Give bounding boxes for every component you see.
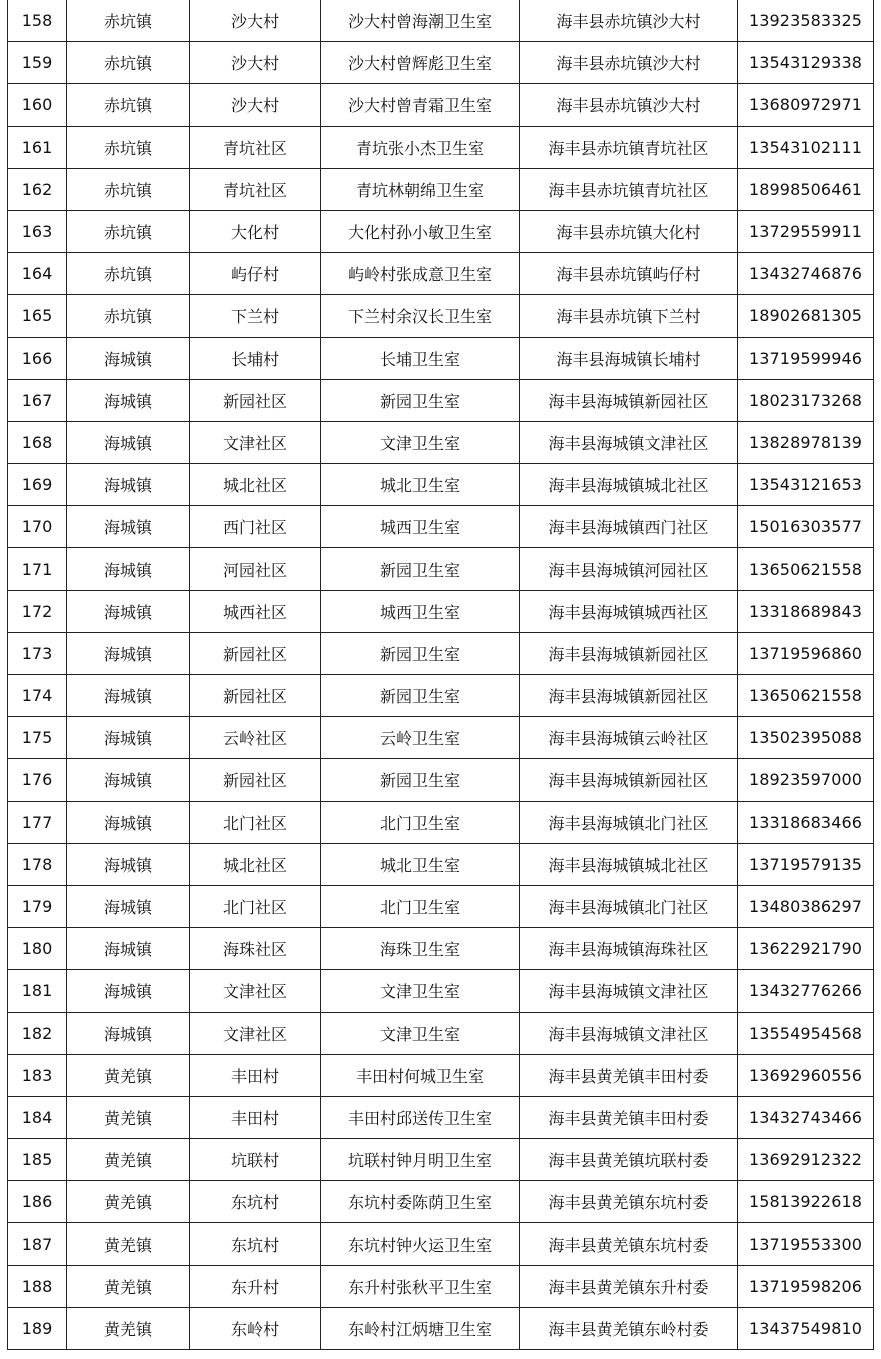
address-cell: 海丰县海城镇河园社区: [520, 548, 738, 590]
table-row: [8, 843, 874, 885]
village-cell: 西门社区: [190, 506, 321, 548]
table-row: [8, 210, 874, 252]
town-cell: 海城镇: [67, 548, 190, 590]
clinic-name-cell: 东岭村江炳塘卫生室: [321, 1307, 520, 1349]
phone-cell: 13318683466: [738, 801, 874, 843]
address-cell: 海丰县海城镇文津社区: [520, 1012, 738, 1054]
village-cell: 坑联村: [190, 1139, 321, 1181]
address-cell: 海丰县赤坑镇沙大村: [520, 0, 738, 42]
phone-cell: 18023173268: [738, 379, 874, 421]
row-number-cell: 175: [8, 717, 67, 759]
address-cell: 海丰县赤坑镇青坑社区: [520, 168, 738, 210]
phone-cell: 13650621558: [738, 675, 874, 717]
phone-cell: 13719596860: [738, 632, 874, 674]
row-number-cell: 162: [8, 168, 67, 210]
row-number-cell: 178: [8, 843, 67, 885]
village-cell: 海珠社区: [190, 928, 321, 970]
address-cell: 海丰县海城镇云岭社区: [520, 717, 738, 759]
address-cell: 海丰县海城镇文津社区: [520, 421, 738, 463]
row-number-cell: 158: [8, 0, 67, 42]
clinic-name-cell: 屿岭村张成意卫生室: [321, 253, 520, 295]
table-row: [8, 464, 874, 506]
table-row: [8, 1265, 874, 1307]
clinic-name-cell: 坑联村钟月明卫生室: [321, 1139, 520, 1181]
village-cell: 文津社区: [190, 970, 321, 1012]
phone-cell: 13828978139: [738, 421, 874, 463]
address-cell: 海丰县黄羌镇丰田村委: [520, 1054, 738, 1096]
village-cell: 丰田村: [190, 1054, 321, 1096]
village-cell: 东坑村: [190, 1223, 321, 1265]
clinic-name-cell: 丰田村何城卫生室: [321, 1054, 520, 1096]
phone-cell: 13432776266: [738, 970, 874, 1012]
address-cell: 海丰县赤坑镇沙大村: [520, 84, 738, 126]
phone-cell: 13318689843: [738, 590, 874, 632]
clinic-name-cell: 沙大村曾辉彪卫生室: [321, 42, 520, 84]
table-row: [8, 1096, 874, 1138]
clinic-name-cell: 新园卫生室: [321, 379, 520, 421]
village-cell: 东升村: [190, 1265, 321, 1307]
address-cell: 海丰县海城镇海珠社区: [520, 928, 738, 970]
clinic-name-cell: 长埔卫生室: [321, 337, 520, 379]
town-cell: 海城镇: [67, 801, 190, 843]
clinic-name-cell: 沙大村曾海潮卫生室: [321, 0, 520, 42]
table-row: [8, 1307, 874, 1349]
phone-cell: 13692912322: [738, 1139, 874, 1181]
clinic-name-cell: 云岭卫生室: [321, 717, 520, 759]
town-cell: 海城镇: [67, 379, 190, 421]
phone-cell: 13719598206: [738, 1265, 874, 1307]
village-cell: 青坑社区: [190, 126, 321, 168]
row-number-cell: 179: [8, 885, 67, 927]
town-cell: 海城镇: [67, 590, 190, 632]
table-row: [8, 717, 874, 759]
phone-cell: 13692960556: [738, 1054, 874, 1096]
table-row: [8, 1223, 874, 1265]
table-row: [8, 928, 874, 970]
town-cell: 海城镇: [67, 337, 190, 379]
address-cell: 海丰县赤坑镇大化村: [520, 210, 738, 252]
town-cell: 赤坑镇: [67, 42, 190, 84]
village-cell: 云岭社区: [190, 717, 321, 759]
row-number-cell: 187: [8, 1223, 67, 1265]
table-row: [8, 0, 874, 42]
clinic-name-cell: 青坑张小杰卫生室: [321, 126, 520, 168]
phone-cell: 13554954568: [738, 1012, 874, 1054]
clinic-table-body: [8, 0, 874, 1350]
row-number-cell: 166: [8, 337, 67, 379]
town-cell: 黄羌镇: [67, 1096, 190, 1138]
phone-cell: 18998506461: [738, 168, 874, 210]
clinic-name-cell: 新园卫生室: [321, 632, 520, 674]
village-cell: 河园社区: [190, 548, 321, 590]
clinic-name-cell: 城西卫生室: [321, 590, 520, 632]
phone-cell: 15016303577: [738, 506, 874, 548]
address-cell: 海丰县海城镇北门社区: [520, 885, 738, 927]
town-cell: 海城镇: [67, 843, 190, 885]
phone-cell: 13729559911: [738, 210, 874, 252]
town-cell: 海城镇: [67, 464, 190, 506]
row-number-cell: 169: [8, 464, 67, 506]
phone-cell: 13719553300: [738, 1223, 874, 1265]
table-row: [8, 970, 874, 1012]
clinic-table: [7, 0, 874, 1350]
clinic-name-cell: 北门卫生室: [321, 885, 520, 927]
town-cell: 海城镇: [67, 928, 190, 970]
table-row: [8, 632, 874, 674]
address-cell: 海丰县海城镇新园社区: [520, 759, 738, 801]
table-row: [8, 885, 874, 927]
town-cell: 赤坑镇: [67, 253, 190, 295]
town-cell: 赤坑镇: [67, 295, 190, 337]
table-row: [8, 168, 874, 210]
town-cell: 黄羌镇: [67, 1307, 190, 1349]
phone-cell: 13543102111: [738, 126, 874, 168]
village-cell: 北门社区: [190, 801, 321, 843]
town-cell: 赤坑镇: [67, 126, 190, 168]
village-cell: 城西社区: [190, 590, 321, 632]
row-number-cell: 177: [8, 801, 67, 843]
phone-cell: 13680972971: [738, 84, 874, 126]
village-cell: 大化村: [190, 210, 321, 252]
address-cell: 海丰县海城镇长埔村: [520, 337, 738, 379]
clinic-name-cell: 新园卫生室: [321, 548, 520, 590]
town-cell: 海城镇: [67, 885, 190, 927]
phone-cell: 13543121653: [738, 464, 874, 506]
clinic-name-cell: 下兰村余汉长卫生室: [321, 295, 520, 337]
table-row: [8, 801, 874, 843]
clinic-name-cell: 新园卫生室: [321, 759, 520, 801]
row-number-cell: 170: [8, 506, 67, 548]
row-number-cell: 184: [8, 1096, 67, 1138]
address-cell: 海丰县海城镇新园社区: [520, 379, 738, 421]
row-number-cell: 171: [8, 548, 67, 590]
phone-cell: 13480386297: [738, 885, 874, 927]
row-number-cell: 180: [8, 928, 67, 970]
address-cell: 海丰县海城镇城西社区: [520, 590, 738, 632]
phone-cell: 13543129338: [738, 42, 874, 84]
address-cell: 海丰县海城镇西门社区: [520, 506, 738, 548]
village-cell: 青坑社区: [190, 168, 321, 210]
village-cell: 东坑村: [190, 1181, 321, 1223]
clinic-name-cell: 东坑村钟火运卫生室: [321, 1223, 520, 1265]
row-number-cell: 164: [8, 253, 67, 295]
phone-cell: 13432743466: [738, 1096, 874, 1138]
clinic-name-cell: 沙大村曾青霜卫生室: [321, 84, 520, 126]
phone-cell: 13719579135: [738, 843, 874, 885]
row-number-cell: 181: [8, 970, 67, 1012]
table-row: [8, 253, 874, 295]
village-cell: 城北社区: [190, 464, 321, 506]
table-row: [8, 590, 874, 632]
row-number-cell: 167: [8, 379, 67, 421]
clinic-name-cell: 大化村孙小敏卫生室: [321, 210, 520, 252]
town-cell: 黄羌镇: [67, 1223, 190, 1265]
table-row: [8, 1181, 874, 1223]
phone-cell: 18902681305: [738, 295, 874, 337]
town-cell: 海城镇: [67, 970, 190, 1012]
town-cell: 海城镇: [67, 717, 190, 759]
address-cell: 海丰县黄羌镇东岭村委: [520, 1307, 738, 1349]
row-number-cell: 188: [8, 1265, 67, 1307]
row-number-cell: 173: [8, 632, 67, 674]
phone-cell: 15813922618: [738, 1181, 874, 1223]
address-cell: 海丰县赤坑镇青坑社区: [520, 126, 738, 168]
village-cell: 东岭村: [190, 1307, 321, 1349]
address-cell: 海丰县赤坑镇沙大村: [520, 42, 738, 84]
clinic-name-cell: 海珠卫生室: [321, 928, 520, 970]
phone-cell: 13437549810: [738, 1307, 874, 1349]
address-cell: 海丰县赤坑镇屿仔村: [520, 253, 738, 295]
clinic-name-cell: 城西卫生室: [321, 506, 520, 548]
village-cell: 文津社区: [190, 421, 321, 463]
village-cell: 沙大村: [190, 84, 321, 126]
town-cell: 海城镇: [67, 632, 190, 674]
phone-cell: 18923597000: [738, 759, 874, 801]
table-row: [8, 759, 874, 801]
table-row: [8, 675, 874, 717]
table-row: [8, 1012, 874, 1054]
address-cell: 海丰县海城镇城北社区: [520, 843, 738, 885]
table-row: [8, 337, 874, 379]
town-cell: 海城镇: [67, 759, 190, 801]
phone-cell: 13923583325: [738, 0, 874, 42]
town-cell: 黄羌镇: [67, 1265, 190, 1307]
table-row: [8, 126, 874, 168]
town-cell: 黄羌镇: [67, 1139, 190, 1181]
village-cell: 下兰村: [190, 295, 321, 337]
village-cell: 新园社区: [190, 675, 321, 717]
town-cell: 海城镇: [67, 421, 190, 463]
village-cell: 新园社区: [190, 379, 321, 421]
address-cell: 海丰县黄羌镇东坑村委: [520, 1223, 738, 1265]
phone-cell: 13432746876: [738, 253, 874, 295]
clinic-name-cell: 北门卫生室: [321, 801, 520, 843]
town-cell: 赤坑镇: [67, 0, 190, 42]
row-number-cell: 163: [8, 210, 67, 252]
table-row: [8, 42, 874, 84]
town-cell: 海城镇: [67, 675, 190, 717]
table-row: [8, 506, 874, 548]
town-cell: 赤坑镇: [67, 84, 190, 126]
table-row: [8, 379, 874, 421]
address-cell: 海丰县海城镇北门社区: [520, 801, 738, 843]
clinic-name-cell: 新园卫生室: [321, 675, 520, 717]
village-cell: 屿仔村: [190, 253, 321, 295]
address-cell: 海丰县海城镇新园社区: [520, 675, 738, 717]
row-number-cell: 161: [8, 126, 67, 168]
row-number-cell: 189: [8, 1307, 67, 1349]
village-cell: 丰田村: [190, 1096, 321, 1138]
clinic-name-cell: 东升村张秋平卫生室: [321, 1265, 520, 1307]
table-row: [8, 1139, 874, 1181]
table-row: [8, 548, 874, 590]
address-cell: 海丰县黄羌镇坑联村委: [520, 1139, 738, 1181]
address-cell: 海丰县海城镇文津社区: [520, 970, 738, 1012]
row-number-cell: 185: [8, 1139, 67, 1181]
row-number-cell: 182: [8, 1012, 67, 1054]
clinic-name-cell: 丰田村邱送传卫生室: [321, 1096, 520, 1138]
table-row: [8, 84, 874, 126]
address-cell: 海丰县黄羌镇东坑村委: [520, 1181, 738, 1223]
town-cell: 海城镇: [67, 1012, 190, 1054]
phone-cell: 13502395088: [738, 717, 874, 759]
row-number-cell: 174: [8, 675, 67, 717]
row-number-cell: 159: [8, 42, 67, 84]
table-row: [8, 421, 874, 463]
clinic-name-cell: 文津卫生室: [321, 421, 520, 463]
town-cell: 海城镇: [67, 506, 190, 548]
clinic-name-cell: 东坑村委陈荫卫生室: [321, 1181, 520, 1223]
row-number-cell: 160: [8, 84, 67, 126]
clinic-name-cell: 青坑林朝绵卫生室: [321, 168, 520, 210]
table-row: [8, 295, 874, 337]
town-cell: 赤坑镇: [67, 210, 190, 252]
village-cell: 沙大村: [190, 42, 321, 84]
address-cell: 海丰县海城镇城北社区: [520, 464, 738, 506]
phone-cell: 13622921790: [738, 928, 874, 970]
address-cell: 海丰县赤坑镇下兰村: [520, 295, 738, 337]
village-cell: 文津社区: [190, 1012, 321, 1054]
village-cell: 北门社区: [190, 885, 321, 927]
clinic-name-cell: 城北卫生室: [321, 464, 520, 506]
row-number-cell: 165: [8, 295, 67, 337]
town-cell: 黄羌镇: [67, 1181, 190, 1223]
clinic-name-cell: 城北卫生室: [321, 843, 520, 885]
town-cell: 赤坑镇: [67, 168, 190, 210]
clinic-name-cell: 文津卫生室: [321, 970, 520, 1012]
town-cell: 黄羌镇: [67, 1054, 190, 1096]
row-number-cell: 168: [8, 421, 67, 463]
address-cell: 海丰县海城镇新园社区: [520, 632, 738, 674]
village-cell: 城北社区: [190, 843, 321, 885]
row-number-cell: 176: [8, 759, 67, 801]
row-number-cell: 172: [8, 590, 67, 632]
row-number-cell: 186: [8, 1181, 67, 1223]
table-row: [8, 1054, 874, 1096]
village-cell: 沙大村: [190, 0, 321, 42]
phone-cell: 13650621558: [738, 548, 874, 590]
address-cell: 海丰县黄羌镇丰田村委: [520, 1096, 738, 1138]
village-cell: 长埔村: [190, 337, 321, 379]
village-cell: 新园社区: [190, 759, 321, 801]
village-cell: 新园社区: [190, 632, 321, 674]
address-cell: 海丰县黄羌镇东升村委: [520, 1265, 738, 1307]
phone-cell: 13719599946: [738, 337, 874, 379]
row-number-cell: 183: [8, 1054, 67, 1096]
clinic-name-cell: 文津卫生室: [321, 1012, 520, 1054]
